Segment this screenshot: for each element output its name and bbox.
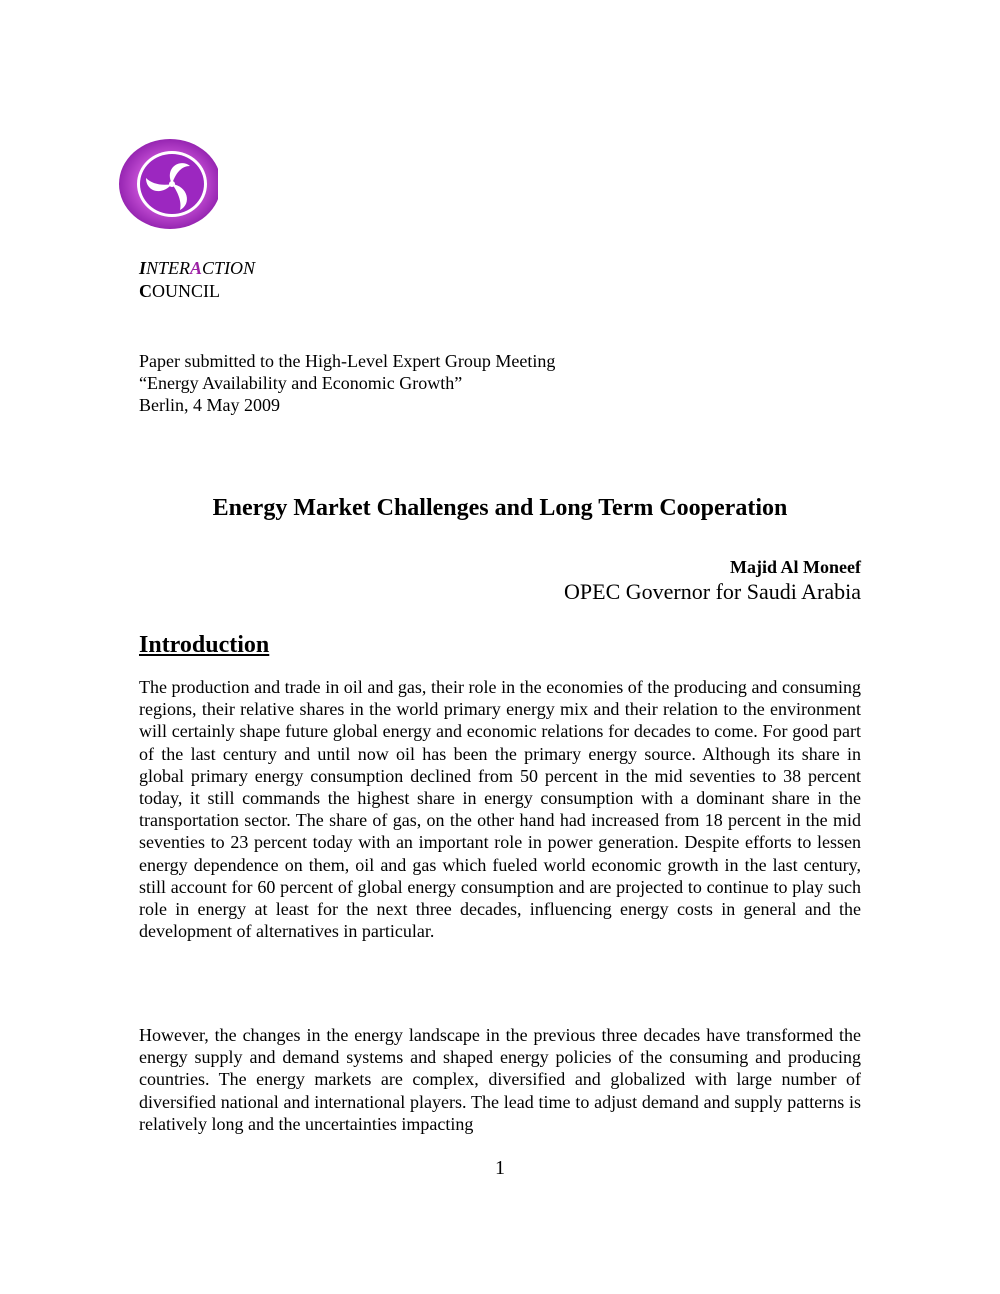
- text-segment: NTER: [146, 258, 191, 278]
- author-block: [564, 556, 861, 605]
- initial-letter: I: [139, 258, 147, 278]
- initial-letter: C: [139, 281, 152, 301]
- meeting-title: “Energy Availability and Economic Growth”: [139, 373, 463, 393]
- author-role: OPEC Governor for Saudi Arabia: [564, 579, 861, 604]
- organization-name-line-1: [139, 257, 255, 280]
- page-number: 1: [495, 1157, 505, 1179]
- text-segment: OUNCIL: [152, 281, 220, 301]
- submission-info: [139, 350, 555, 416]
- organization-name: [139, 257, 255, 303]
- author-name: Majid Al Moneef: [730, 557, 861, 577]
- section-heading: Introduction: [139, 632, 270, 658]
- meeting-location-date: Berlin, 4 May 2009: [139, 395, 280, 415]
- document-title: Energy Market Challenges and Long Term Cooperation: [212, 495, 788, 521]
- body-paragraph: However, the changes in the energy landscape in the previous three decades have transformed the energy supply and demand systems and shaped energy policies of the consuming and producing countries. The energy markets are complex, diversified and globalized with large number of diversified national and international players. The lead time to adjust demand and supply patterns is relatively long and the uncertainties impacting: [139, 1025, 861, 1134]
- interaction-council-logo-icon: [118, 138, 222, 230]
- submission-line: Paper submitted to the High-Level Expert Group Meeting: [139, 351, 556, 371]
- organization-name-line-2: [139, 280, 255, 303]
- body-paragraph: The production and trade in oil and gas, their role in the economies of the producing and consuming regions, their relative shares in the world primary energy mix and their relation to the environment will certainly shape future global energy and economic relations for decades to come. For good part of the last century and until now oil has been the primary energy source. Although its share in global primary energy consumption declined from 50 percent in the mid seventies to 38 percent today, it still commands the highest share in energy consumption with a dominant share in the transportation sector. The share of gas, on the other hand had increased from 18 percent in the mid seventies to 23 percent today with an important role in power generation. Despite efforts to lessen energy dependence on them, oil and gas which fueled world economic growth in the last century, still account for 60 percent of global energy consumption and are projected to continue to play such role in energy at least for the next three decades, influencing energy costs in general and the development of alternatives in particular.: [139, 677, 861, 942]
- text-segment: CTION: [202, 258, 256, 278]
- accent-letter: A: [190, 258, 203, 278]
